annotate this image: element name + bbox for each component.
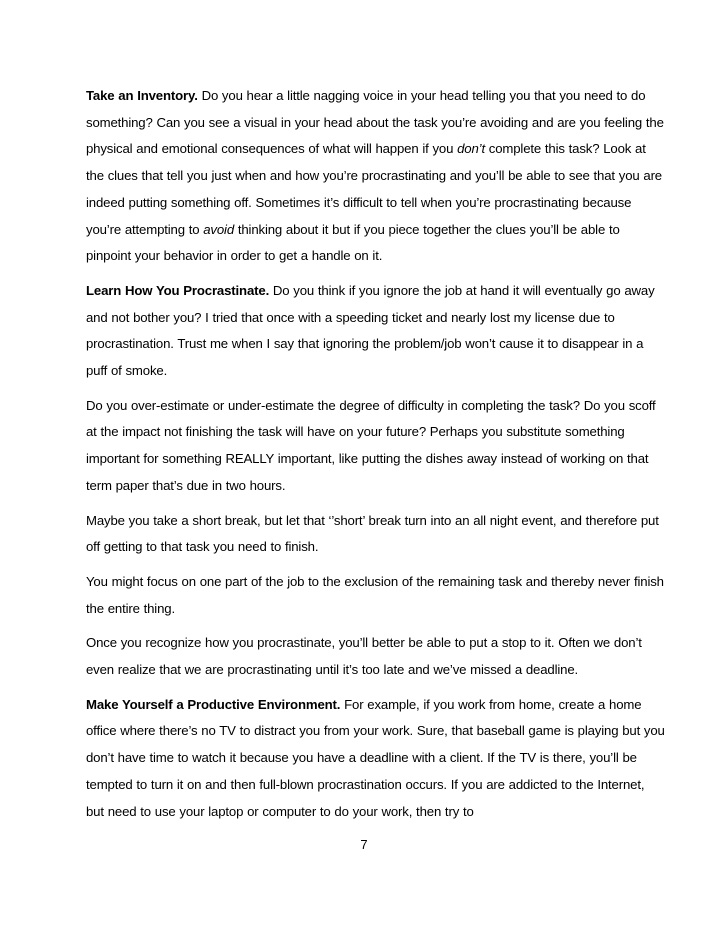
paragraph-environment [86, 692, 666, 826]
heading-learn-how: Learn How You Procrastinate. [86, 282, 270, 298]
emphasis-text: avoid [203, 221, 235, 237]
paragraph-focus [86, 569, 666, 622]
page-number: 7 [360, 837, 368, 852]
paragraph-text: Do you think if you ignore the job at hand it will eventually go away and not bother you? I tried that once with a speeding ticket and nearly lost my license due to procrastination. Trust me when I say that ignoring the problem/job won’t cause it to disappear in a puff of smoke. [86, 282, 655, 379]
document-body [86, 83, 666, 833]
heading-environment: Make Yourself a Productive Environment. [86, 696, 341, 712]
emphasis-text: don’t [457, 141, 485, 157]
paragraph-text: For example, if you work from home, create a home office where there’s no TV to distract you from your work. Sure, that baseball game is playing but you don’t have time to watch it because you have a deadline with a client. If the TV is there, you’ll be tempted to turn it on and then full-blown procrastination occurs. If you are addicted to the Internet, but need to use your laptop or computer to do your work, then try to [86, 696, 665, 819]
paragraph-learn-how [86, 278, 666, 385]
paragraph-text: Do you over-estimate or under-estimate the degree of difficulty in completing the task? Do you scoff at the impact not finishing the task will have on your future? Perhaps you substitute something important for something REALLY important, like putting the dishes away instead of working on that term paper that’s due in two hours. [86, 397, 656, 493]
paragraph-recognize [86, 630, 666, 683]
heading-take-inventory: Take an Inventory. [86, 88, 198, 103]
paragraph-text: You might focus on one part of the job to the exclusion of the remaining task and thereby never finish the entire thing. [86, 573, 664, 616]
paragraph-short-break [86, 508, 666, 561]
paragraph-text: Once you recognize how you procrastinate, you’ll better be able to put a stop to it. Often we don’t even realize that we are procrastinating until it’s too late and we’ve missed a deadline. [86, 635, 642, 678]
paragraph-take-inventory [86, 83, 666, 270]
paragraph-estimate [86, 393, 666, 500]
paragraph-text: Do you hear a little nagging voice in your head telling you that you need to do something? Can you see a visual in your head about the task you’re avoiding and are you feeling the physical and emotional consequences of what will happen if you [86, 88, 664, 157]
paragraph-text: complete this task? Look at the clues that tell you just when and how you’re procrastinating and you’ll be able to see that you are indeed putting something off. Sometimes it’s difficult to tell when you’re procrastinating because you’re attempting to [86, 141, 662, 237]
paragraph-text: thinking about it but if you piece together the clues you’ll be able to pinpoint your behavior in order to get a handle on it. [86, 221, 620, 264]
paragraph-text: Maybe you take a short break, but let that ‘’short’ break turn into an all night event, and therefore put off getting to that task you need to finish. [86, 512, 659, 555]
